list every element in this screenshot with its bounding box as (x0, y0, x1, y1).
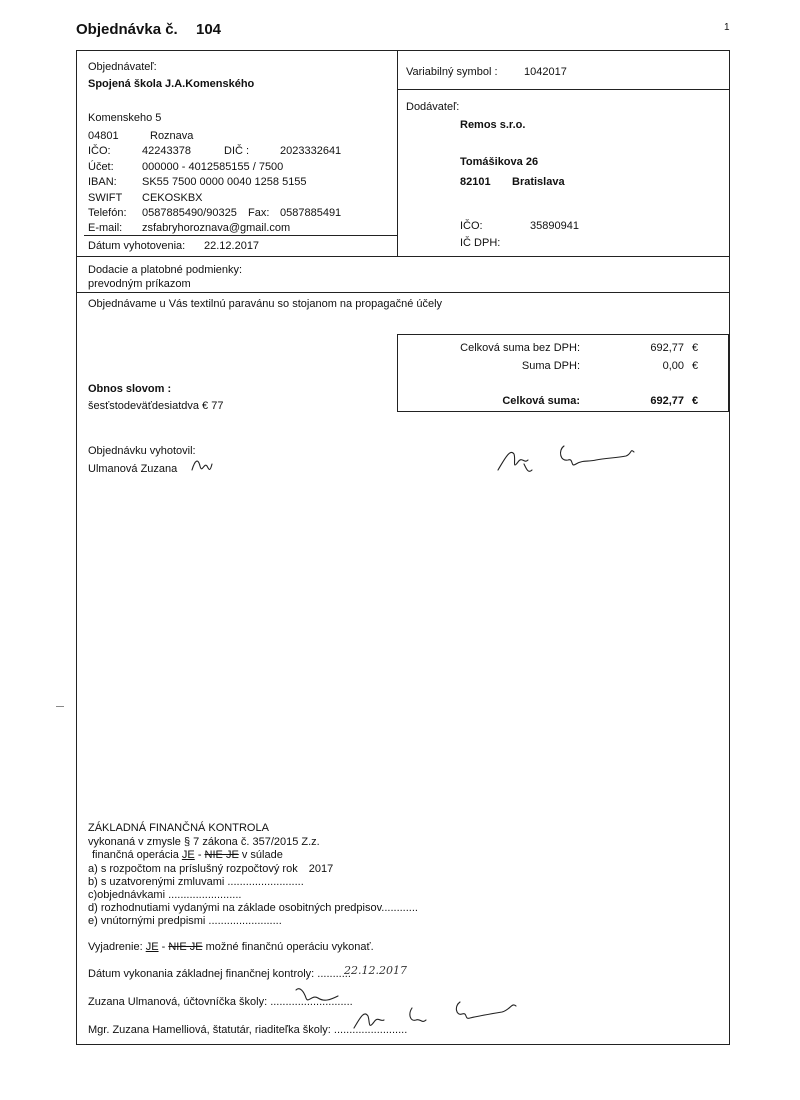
frame-middle-divider (397, 50, 398, 256)
control-exec-date-value: 22.12.2017 (344, 964, 407, 977)
prepared-by-name: Ulmanová Zuzana (88, 463, 178, 475)
grand-total-value: 692,77 (650, 395, 684, 407)
control-line2-je: JE (181, 849, 195, 861)
vat-total-label: Suma DPH: (521, 360, 580, 372)
control-item-a-text: a) s rozpočtom na príslušný rozpočtový rok (88, 863, 298, 875)
orderer-account: 000000 - 4012585155 / 7500 (142, 161, 284, 173)
date-divider (84, 235, 397, 236)
net-total-label: Celková suma bez DPH: (460, 342, 580, 354)
address-block-bottom-line (76, 256, 730, 257)
orderer-name: Spojená škola J.A.Komenského (88, 78, 255, 90)
control-line2-nie: NIE JE (204, 849, 239, 861)
document-title: Objednávka č. (76, 21, 178, 38)
control-statement-sep: - (161, 941, 166, 953)
preparer-initials-signature (190, 456, 220, 478)
control-statement-nie: NIE JE (168, 941, 203, 953)
orderer-phone-label: Telefón: (88, 207, 127, 219)
control-exec-date-label: Dátum vykonania základnej finančnej kontroly: ........... (88, 968, 351, 980)
orderer-iban-label: IBAN: (88, 176, 117, 188)
orderer-iban: SK55 7500 0000 0040 1258 5155 (142, 176, 307, 188)
net-total-value: 692,77 (650, 342, 684, 354)
net-total-currency: € (692, 342, 699, 354)
orderer-city: Roznava (150, 130, 194, 142)
supplier-city: Bratislava (512, 176, 565, 188)
control-line2-post: v súlade (241, 849, 283, 861)
control-item-e: e) vnútornými predpismi ........................ (88, 915, 282, 927)
supplier-name: Remos s.r.o. (460, 119, 526, 131)
accountant-signature (292, 984, 342, 1010)
terms-bottom-line (76, 292, 730, 293)
amount-words-value: šesťstodeväťdesiatdva € 77 (88, 400, 224, 412)
frame-left-line (76, 50, 77, 1045)
control-item-a-year: 2017 (308, 863, 334, 875)
page-number: 1 (724, 22, 730, 33)
control-line1: vykonaná v zmysle § 7 zákona č. 357/2015 Z.z. (88, 836, 320, 848)
variable-symbol-value: 1042017 (524, 66, 567, 78)
orderer-swift-label: SWIFT (88, 192, 123, 204)
supplier-zip: 82101 (460, 176, 491, 188)
supplier-label: Dodávateľ: (406, 101, 460, 113)
orderer-account-label: Účet: (88, 161, 114, 173)
order-number: 104 (196, 21, 222, 38)
orderer-zip: 04801 (88, 130, 119, 142)
grand-total-currency: € (692, 395, 699, 407)
prepared-by-label: Objednávku vyhotovil: (88, 445, 196, 457)
orderer-fax: 0587885491 (280, 207, 342, 219)
control-statement-je: JE (145, 941, 159, 953)
amount-words-label: Obnos slovom : (88, 383, 172, 395)
terms-label: Dodacie a platobné podmienky: (88, 264, 243, 276)
variable-symbol-divider (397, 89, 729, 90)
director-signature (494, 440, 644, 480)
orderer-email-label: E-mail: (88, 222, 123, 234)
control-line2-sep: - (197, 849, 202, 861)
control-statement (88, 941, 374, 953)
vat-total-value: 0,00 (662, 360, 684, 372)
control-line2 (92, 849, 283, 861)
orderer-ico: 42243378 (142, 145, 191, 157)
margin-mark (56, 706, 64, 707)
frame-bottom-line (76, 1044, 730, 1045)
orderer-fax-label: Fax: (248, 207, 270, 219)
order-description: Objednávame u Vás textilnú paravánu so stojanom na propagačné účely (88, 298, 443, 310)
control-item-c: c)objednávkami ........................ (88, 889, 242, 901)
orderer-email: zsfabryhoroznava@gmail.com (142, 222, 291, 234)
supplier-street: Tomášikova 26 (460, 156, 539, 168)
orderer-phone: 0587885490/90325 (142, 207, 237, 219)
issue-date: 22.12.2017 (204, 240, 260, 252)
control-accountant-label: Zuzana Ulmanová, účtovníčka školy: ........................... (88, 996, 353, 1008)
orderer-label: Objednávateľ: (88, 61, 157, 73)
orderer-street: Komenskeho 5 (88, 112, 162, 124)
terms-value: prevodným príkazom (88, 278, 191, 290)
control-statement-post: možné finančnú operáciu vykonať. (205, 941, 374, 953)
control-item-d: d) rozhodnutiami vydanými na základe osobitných predpisov............ (88, 902, 418, 914)
control-line2-pre: finančná operácia (92, 849, 179, 861)
grand-total-label: Celková suma: (502, 395, 580, 407)
supplier-icdph-label: IČ DPH: (460, 237, 501, 249)
orderer-dic-label: DIČ : (224, 145, 250, 157)
frame-right-line (729, 50, 730, 1045)
control-item-a (88, 863, 333, 875)
variable-symbol-label: Variabilný symbol : (406, 66, 498, 78)
supplier-ico-label: IČO: (460, 220, 483, 232)
supplier-ico: 35890941 (530, 220, 579, 232)
orderer-dic: 2023332641 (280, 145, 342, 157)
control-director-label: Mgr. Zuzana Hamelliová, štatutár, riaditeľka školy: ........................ (88, 1024, 408, 1036)
orderer-swift: CEKOSKBX (142, 192, 203, 204)
control-item-b: b) s uzatvorenými zmluvami ......................... (88, 876, 304, 888)
director-control-signature (350, 994, 530, 1036)
control-statement-pre: Vyjadrenie: (88, 941, 143, 953)
issue-date-label: Dátum vyhotovenia: (88, 240, 186, 252)
vat-total-currency: € (692, 360, 699, 372)
frame-top-line (76, 50, 730, 51)
control-heading: ZÁKLADNÁ FINANČNÁ KONTROLA (88, 822, 269, 834)
orderer-ico-label: IČO: (88, 145, 111, 157)
